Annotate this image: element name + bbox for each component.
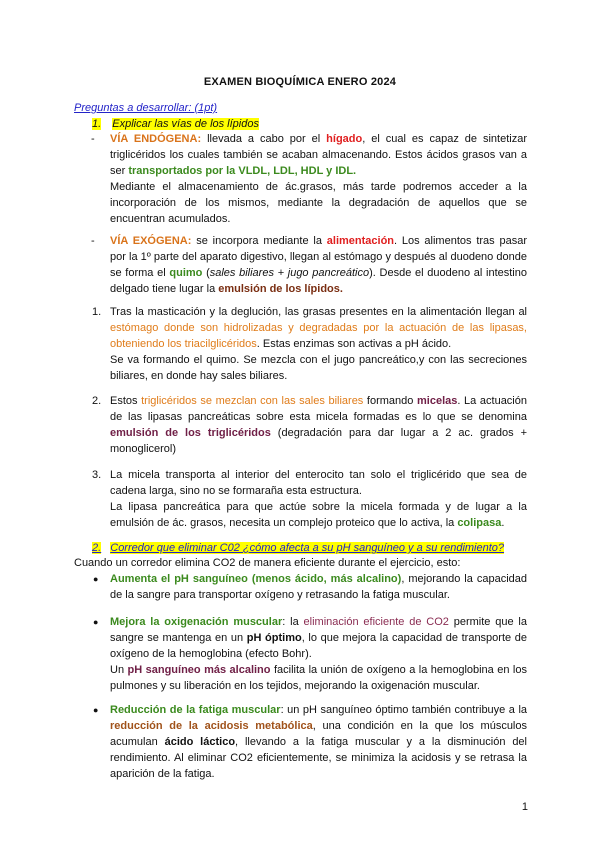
emulsion-trigliceridos-term: emulsión de los triglicéridos	[110, 427, 271, 439]
bullet-2-block	[110, 614, 527, 694]
alimentacion-term: alimentación	[326, 235, 395, 247]
ph-optimo-term: pH óptimo	[246, 632, 302, 644]
ph-alcalino-term: pH sanguíneo más alcalino	[127, 664, 271, 676]
via-exogena-block	[110, 233, 527, 297]
text: , una condición en la que los músculos acumulan	[110, 720, 527, 748]
text: , el cual es capaz de sintetizar triglicéridos los cuales también se acaban almacenando. Estos ácidos grasos van a ser	[110, 133, 527, 177]
bullet-1-bold: Aumenta el pH sanguíneo (menos ácido, más alcalino)	[110, 573, 402, 585]
bullet-1-block	[110, 571, 527, 603]
text: llevada a cabo por el	[201, 133, 327, 145]
transport-term: transportados por la VLDL, LDL, HDL y IDL.	[128, 165, 357, 177]
text: . Estas enzimas son activas a pH ácido.	[256, 338, 452, 350]
text: ). Desde el duodeno al intestino delgado tiene lugar la	[110, 267, 527, 295]
question-1-text: Explicar las vías de los lípidos	[112, 118, 259, 130]
document-title: EXAMEN BIOQUÍMICA ENERO 2024	[203, 76, 397, 88]
text: (	[202, 267, 210, 279]
text: formando	[363, 395, 418, 407]
question-2-text: Corredor que eliminar C02 ¿cómo afecta a su pH sanguíneo y a su rendimiento?	[110, 542, 505, 554]
sales-term: sales biliares + jugo pancreático	[209, 267, 370, 279]
text: . Los alimentos tras pasar por la 1º parte del aparato digestivo, llegan al estómago y después al duodeno donde se forma el	[110, 235, 527, 279]
bullet-marker: ●	[93, 705, 99, 715]
text: La lipasa pancreática para que actúe sobre la micela formada y de lugar a la emulsión de ác. grasos, necesita un complejo proteico que lo activa, la	[110, 501, 527, 529]
page-number: 1	[521, 801, 528, 813]
step-2-number: 2.	[92, 395, 102, 407]
emulsion-lipidos-term: emulsión de los lípidos.	[218, 283, 343, 295]
acido-lactico-term: ácido láctico	[164, 736, 236, 748]
step-1-block	[110, 304, 527, 384]
bullet-2-bold: Mejora la oxigenación muscular	[110, 616, 283, 628]
step-3-paragraph-1: La micela transporta al interior del enterocito tan solo el triglicérido que sea de cadena larga, sino no se formaraña esta estructura.	[110, 469, 527, 497]
text: : un pH sanguíneo óptimo también contribuye a la	[280, 704, 528, 716]
step-3-number: 3.	[92, 469, 102, 481]
via-endogena-label: VÍA ENDÓGENA:	[110, 133, 202, 145]
bullet-3-block	[110, 702, 527, 782]
question-2	[92, 540, 504, 556]
text: se incorpora mediante la	[191, 235, 327, 247]
bullet-marker: ●	[93, 617, 99, 627]
question-1	[92, 116, 259, 132]
micelas-term: micelas	[417, 395, 458, 407]
via-endogena-paragraph: Mediante el almacenamiento de ác.grasos, más tarde podremos acceder a la incorporación de los mismos, mediante la degradación de aquellos que se encuentran acumulados.	[110, 181, 527, 225]
question-1-number: 1.	[92, 118, 102, 130]
text: permite que la sangre se mantenga en un	[110, 616, 527, 644]
text: , llevando a la fatiga muscular y a la disminución del rendimiento. Al eliminar CO2 eficientemente, se minimiza la acidosis y se retrasa la aparición de la fatiga.	[110, 736, 527, 780]
colipasa-term: colipasa	[457, 517, 502, 529]
bullet-3-bold: Reducción de la fatiga muscular	[110, 704, 281, 716]
text: , lo que mejora la capacidad de transporte de oxígeno de la hemoglobina (efecto Bohr).	[110, 632, 527, 660]
text: Un	[110, 664, 128, 676]
dash-marker: -	[91, 133, 95, 145]
text: Estos	[110, 395, 142, 407]
text: . La actuación de las lipasas pancreáticas sobre esta micela formadas es lo que se denomina	[110, 395, 527, 423]
step-1-orange: estómago donde son hidrolizadas y degradadas por la actuación de las lipasas, obteniendo los triacilglicéridos	[110, 322, 527, 350]
step-1-number: 1.	[92, 306, 102, 318]
step-2-block	[110, 393, 527, 457]
text: facilita la unión de oxígeno a la hemoglobina en los pulmones y su liberación en los tejidos, mejorando la oxigenación muscular.	[110, 664, 527, 692]
via-exogena-label: VÍA EXÓGENA:	[110, 235, 192, 247]
quimo-term: quimo	[169, 267, 203, 279]
eliminacion-term: eliminación eficiente de CO2	[303, 616, 449, 628]
intro-text: Cuando un corredor elimina CO2 de manera eficiente durante el ejercicio, esto:	[74, 557, 461, 569]
text: .	[501, 517, 505, 529]
text: , mejorando la capacidad de la sangre para transportar oxígeno y retrasando la fatiga muscular.	[110, 573, 527, 601]
via-endogena-block	[110, 131, 527, 227]
text: : la	[282, 616, 304, 628]
text: Tras la masticación y la deglución, las grasas presentes en la alimentación llegan al	[110, 306, 527, 318]
step-3-block	[110, 467, 527, 531]
text: (degradación para dar lugar a 2 ac. grados + monoglicerol)	[110, 427, 527, 455]
step-1-paragraph: Se va formando el quimo. Se mezcla con el jugo pancreático,y con las secreciones biliares, en donde hay sales biliares.	[110, 354, 527, 382]
section-heading: Preguntas a desarrollar: (1pt)	[74, 102, 218, 114]
higado-term: hígado	[326, 133, 363, 145]
dash-marker: -	[91, 235, 95, 247]
acidosis-term: reducción de la acidosis metabólica	[110, 720, 313, 732]
question-2-number: 2.	[92, 542, 102, 554]
step-2-orange: triglicéridos se mezclan con las sales biliares	[141, 395, 364, 407]
bullet-marker: ●	[93, 574, 99, 584]
